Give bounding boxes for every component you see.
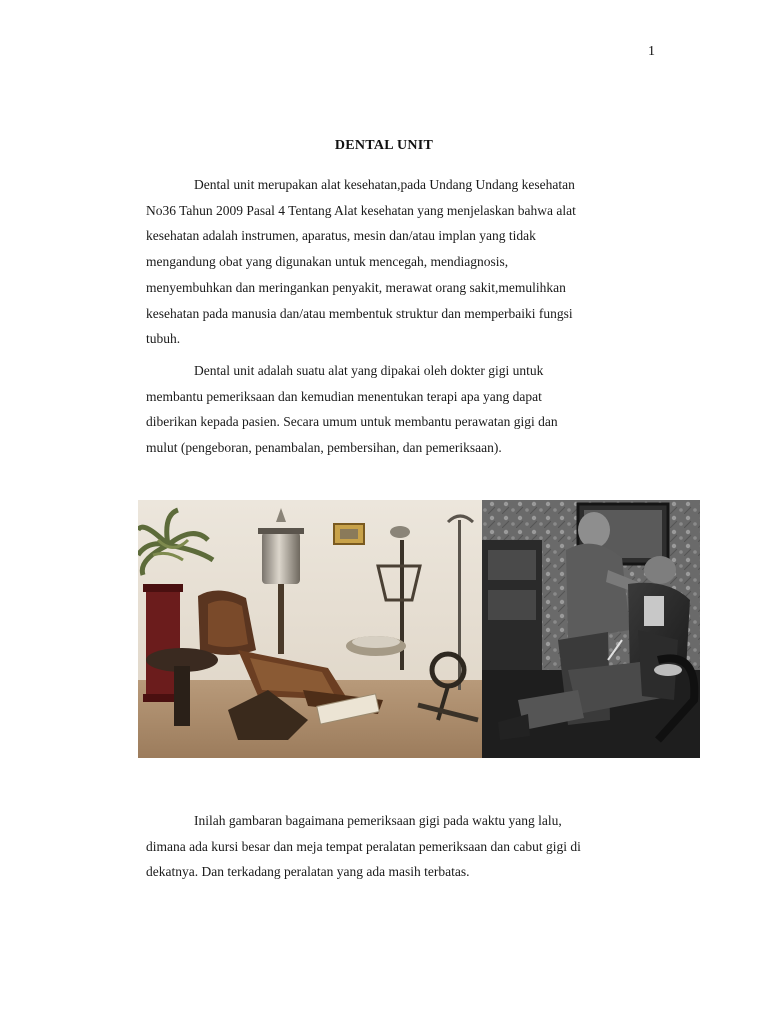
document-title: DENTAL UNIT xyxy=(334,138,434,153)
paragraph-line: Dental unit merupakan alat kesehatan,pada Undang Undang kesehatan xyxy=(194,177,575,192)
antique-chair-photo xyxy=(138,500,482,758)
paragraph-line: kesehatan pada manusia dan/atau membentuk struktur dan memperbaiki fungsi xyxy=(146,305,573,321)
page-number: 1 xyxy=(648,44,655,59)
paragraph-line: mengandung obat yang digunakan untuk mencegah, mendiagnosis, xyxy=(146,254,509,270)
paragraph-caption xyxy=(146,808,666,885)
paragraph-function xyxy=(146,358,666,461)
paragraph-line: Inilah gambaran bagaimana pemeriksaan gigi pada waktu yang lalu, xyxy=(194,813,562,828)
paragraph-line: tubuh. xyxy=(146,331,181,347)
paragraph-line: dimana ada kursi besar dan meja tempat peralatan pemeriksaan dan cabut gigi di xyxy=(146,838,581,854)
paragraph-line: Dental unit adalah suatu alat yang dipakai oleh dokter gigi untuk xyxy=(194,363,544,378)
vintage-dentist-photo xyxy=(482,500,700,758)
paragraph-line: mulut (pengeboran, penambalan, pembersihan, dan pemeriksaan). xyxy=(146,440,502,456)
dental-unit-figure xyxy=(138,500,700,758)
paragraph-line: kesehatan adalah instrumen, aparatus, mesin dan/atau implan yang tidak xyxy=(146,228,536,244)
paragraph-line: dekatnya. Dan terkadang peralatan yang ada masih terbatas. xyxy=(146,864,470,880)
paragraph-line: No36 Tahun 2009 Pasal 4 Tentang Alat kesehatan yang menjelaskan bahwa alat xyxy=(146,202,576,218)
paragraph-line: membantu pemeriksaan dan kemudian menentukan terapi apa yang dapat xyxy=(146,388,542,404)
paragraph-line: menyembuhkan dan meringankan penyakit, merawat orang sakit,memulihkan xyxy=(146,279,566,295)
paragraph-line: diberikan kepada pasien. Secara umum untuk membantu perawatan gigi dan xyxy=(146,414,558,430)
paragraph-definition xyxy=(146,172,666,352)
